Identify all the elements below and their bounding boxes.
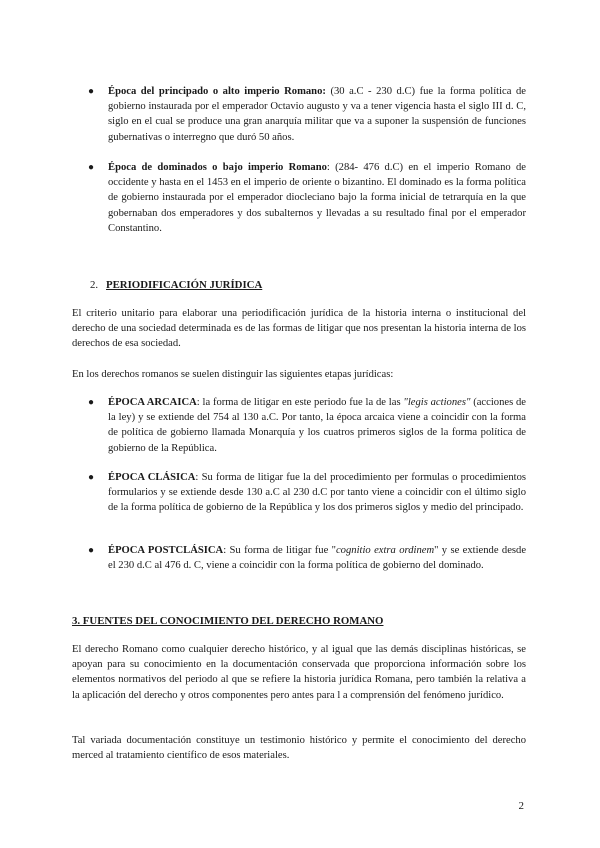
bullet-item-postclasica (108, 543, 526, 573)
bullet-text: (acciones de la ley) y se extiende del 754 al 130 a.C. Por tanto, la época arcaica viene a coincidir con la forma de política de gobierno llamada Monarquía y los cuatros primeros siglos de la forma política de gobierno de la República. (108, 397, 526, 454)
section-2-paragraph-2: En los derechos romanos se suelen distinguir las siguientes etapas jurídicas: (72, 369, 394, 380)
bullet-text: (30 a.C - 230 d.C) fue la forma política de gobierno instaurada por el emperador Octavio augusto y va a tener vigencia hasta el siglo III d. C, siglo en el cual se produce una gran anarquía militar que va a suponer la suspensión de funciones gubernativas o interregno que duró 50 años. (108, 86, 526, 143)
section-2-heading (90, 278, 262, 293)
section-number: 2. (90, 279, 99, 291)
bullet-text: " y se extiende desde el 230 d.C al 476 d. C, viene a coincidir con la forma política de gobierno del dominado. (108, 545, 527, 572)
bullet-title: ÉPOCA CLÁSICA (108, 472, 196, 483)
bullet-icon: ● (88, 545, 95, 556)
bullet-title: ÉPOCA ARCAICA (108, 397, 197, 408)
bullet-icon: ● (88, 86, 95, 97)
bullet-italic-text: "legis actiones" (403, 397, 471, 408)
bullet-title: ÉPOCA POSTCLÁSICA (108, 545, 224, 556)
bullet-item-principado (108, 84, 526, 145)
bullet-text: : Su forma de litigar fue " (223, 545, 336, 556)
section-3-paragraph-1: El derecho Romano como cualquier derecho histórico, y al igual que las demás disciplinas históricas, se apoyan para su conocimiento en la documentación conservada que proporciona información sobre los elementos normativos del periodo al que se refiere la historia jurídica Romana, pero también la relativa a la aplicación del derecho y otros componentes pero antes para l a comprensión del fenómeno jurídico. (72, 644, 526, 701)
section-3-paragraph-2: Tal variada documentación constituye un testimonio histórico y permite el conocimiento del derecho merced al tratamiento científico de esos materiales. (72, 735, 526, 762)
page-number: 2 (518, 800, 524, 812)
bullet-item-clasica (108, 470, 526, 516)
bullet-title: Época de dominados o bajo imperio Romano (108, 162, 327, 173)
bullet-icon: ● (88, 472, 95, 483)
bullet-icon: ● (88, 397, 95, 408)
bullet-icon: ● (88, 162, 95, 173)
section-title: PERIODIFICACIÓN JURÍDICA (106, 279, 263, 291)
section-2-paragraph-1: El criterio unitario para elaborar una periodificación jurídica de la historia interna o institucional del derecho de una sociedad determinada es de las formas de litigar que nos presentan la historia interna de los derechos de esa sociedad. (72, 308, 526, 350)
bullet-text: : la forma de litigar en este periodo fue la de las (196, 397, 404, 408)
bullet-text: : (284- 476 d.C) en el imperio Romano de occidente y hasta en el 1453 en el imperio de oriente o bizantino. El dominado es la forma política de gobierno instaurada por el emperador diocleciano bajo la forma inicial de tetrarquía en la que gobernaban dos emperadores y dos subalternos y llevadas a su resultado final por el emperador Constantino. (108, 162, 526, 234)
section-title: 3. FUENTES DEL CONOCIMIENTO DEL DERECHO ROMANO (72, 615, 384, 627)
bullet-title: Época del principado o alto imperio Romano: (108, 86, 326, 97)
bullet-italic-text: cognitio extra ordinem (335, 545, 435, 556)
bullet-item-arcaica (108, 395, 526, 456)
bullet-text: : Su forma de litigar fue la del procedimiento per formulas o procedimientos formularios y se extiende desde 130 a.C al 230 d.C por tanto viene a coincidir con el último siglo de la forma política de gobierno de la República y los dos primeros siglos y medio del principado. (108, 472, 526, 514)
bullet-item-dominado (108, 160, 526, 236)
section-3-heading (72, 614, 383, 629)
